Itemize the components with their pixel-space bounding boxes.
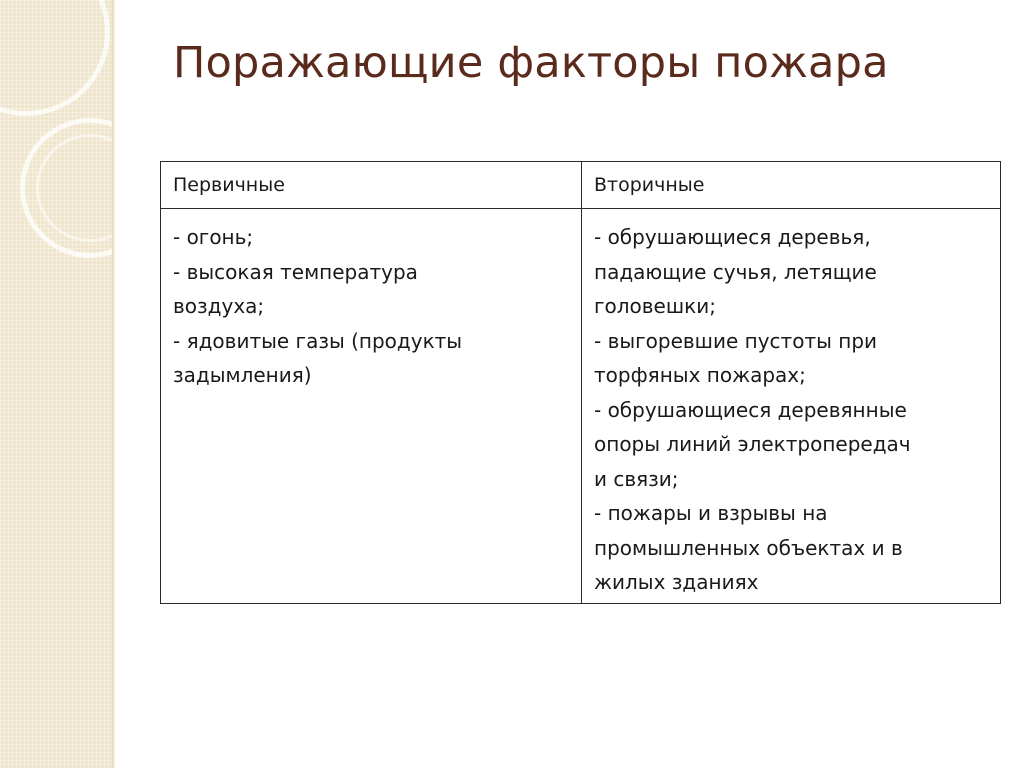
primary-factors-cell	[161, 209, 582, 604]
header-primary: Первичные	[161, 162, 582, 209]
side-band-edge	[112, 0, 115, 768]
factors-table	[160, 161, 1001, 604]
secondary-factor-line: торфяных пожарах;	[594, 363, 806, 387]
secondary-factor-line: - выгоревшие пустоты при	[594, 328, 878, 353]
secondary-factor-line: и связи;	[594, 466, 679, 491]
secondary-factor-line: опоры линий электропередач	[594, 432, 911, 456]
primary-factor-line: задымления)	[173, 363, 312, 387]
primary-factor-line: - ядовитые газы (продукты	[173, 328, 463, 353]
secondary-factor-line: - обрушающиеся деревянные	[594, 397, 907, 422]
secondary-factor-line: промышленных объектах и в	[594, 535, 903, 560]
secondary-factors-cell	[582, 209, 1001, 604]
secondary-factor-line: - пожары и взрывы на	[594, 501, 828, 525]
header-secondary: Вторичные	[582, 162, 1001, 209]
table-row	[161, 209, 1001, 604]
secondary-factor-line: головешки;	[594, 294, 716, 318]
secondary-factor-line: жилых зданиях	[594, 570, 759, 594]
secondary-factor-line: - обрушающиеся деревья,	[594, 225, 871, 249]
primary-factor-line: - огонь;	[173, 225, 254, 249]
decorative-ring	[0, 0, 110, 116]
primary-factor-line: воздуха;	[173, 294, 265, 318]
slide-title: Поражающие факторы пожара	[173, 38, 889, 88]
secondary-factor-line: падающие сучья, летящие	[594, 259, 877, 284]
primary-factor-line: - высокая температура	[173, 259, 418, 284]
decorative-side-band	[0, 0, 112, 768]
table-header-row	[161, 162, 1001, 209]
